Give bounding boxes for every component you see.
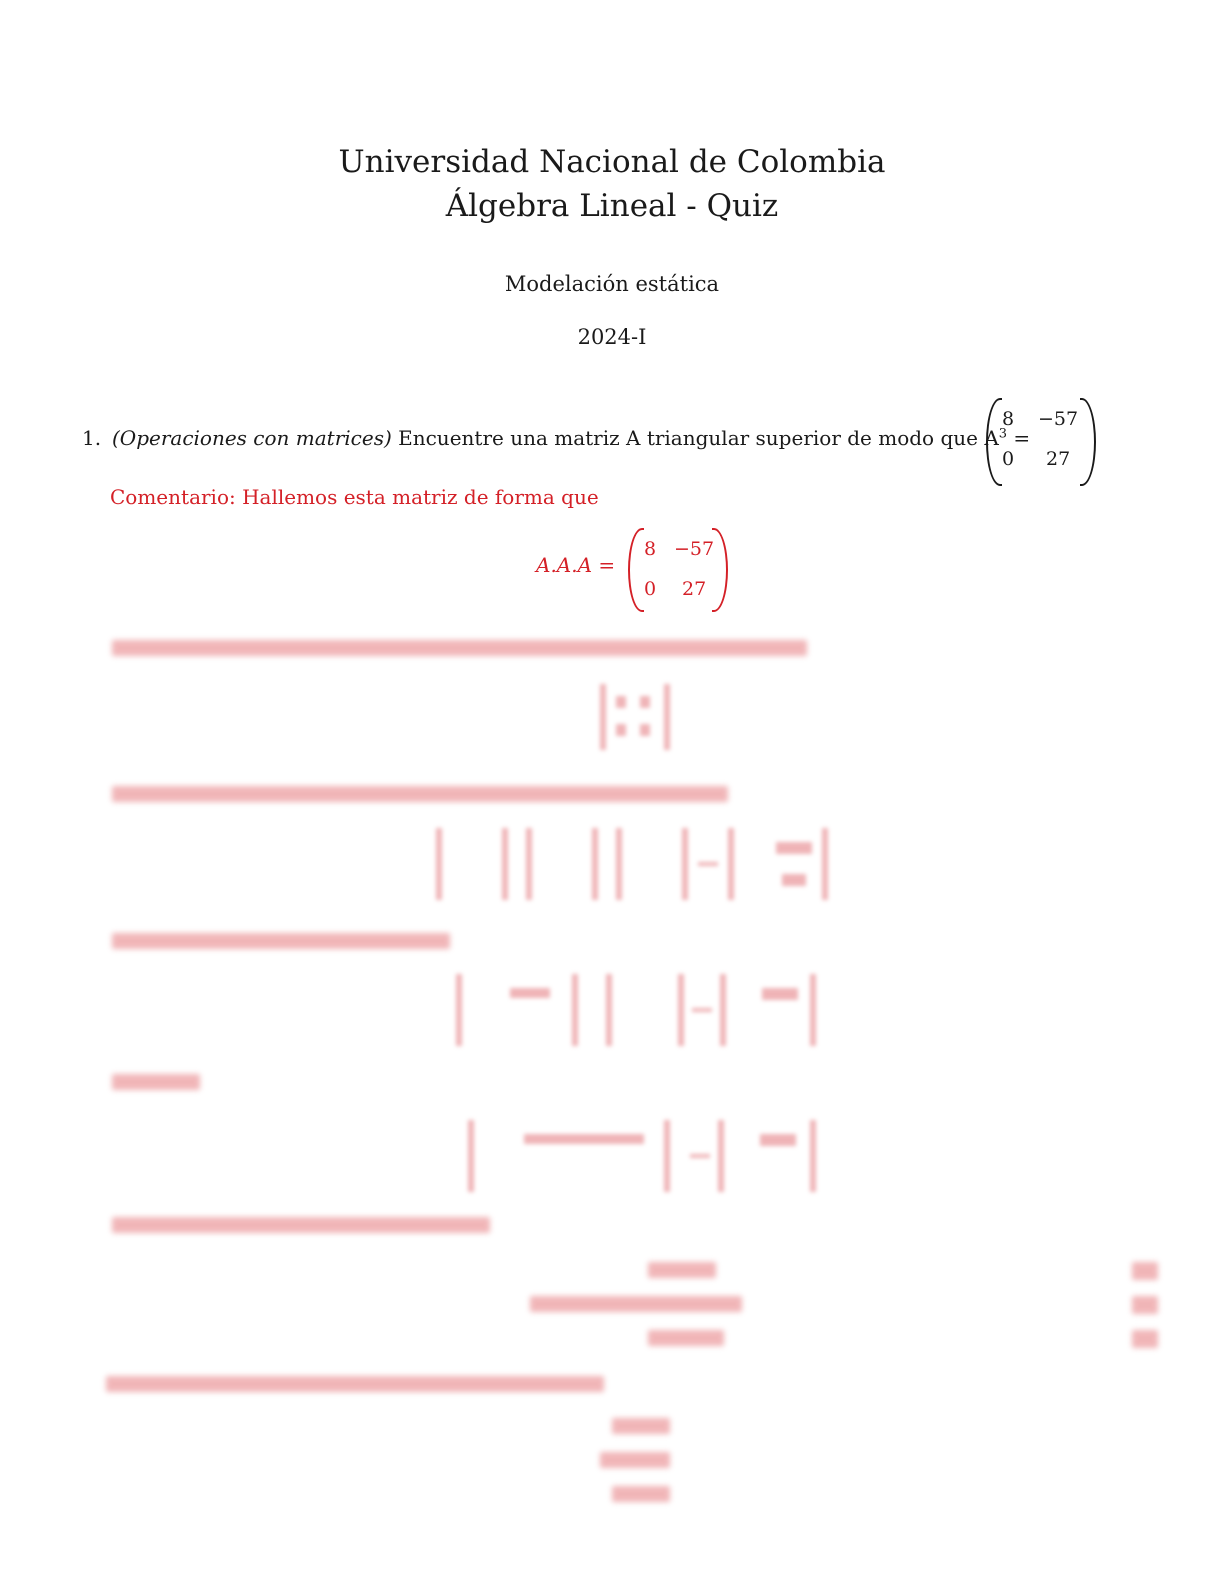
obscured-matrix-1	[600, 684, 670, 750]
matrix-a21: 0	[1002, 448, 1015, 470]
obscured-matrix-product-2	[456, 974, 816, 1046]
matrix-a11: 8	[644, 538, 657, 560]
comment-eq-label: A.A.A =	[536, 553, 616, 577]
problem-1	[82, 398, 1092, 482]
matrix-a22: 27	[682, 578, 707, 600]
subtitle: Modelación estática	[504, 272, 720, 296]
obscured-matrix-product-3	[468, 1120, 816, 1192]
obscured-solution-2	[600, 1452, 670, 1468]
problem-statement	[112, 426, 1030, 450]
right-paren	[712, 528, 728, 612]
comment-text: Comentario: Hallemos esta matriz de forma que	[110, 485, 599, 509]
obscured-solution-3	[612, 1486, 670, 1502]
problem-text: Encuentre una matriz A triangular superior de modo que A	[398, 426, 999, 450]
obscured-text-line-1	[112, 640, 807, 656]
problem-topic: (Operaciones con matrices)	[112, 426, 392, 450]
obscured-eq-number-1	[1132, 1262, 1158, 1280]
obscured-solution-1	[612, 1418, 670, 1434]
obscured-text-line-6	[106, 1376, 604, 1392]
matrix-a21: 0	[644, 578, 657, 600]
obscured-equation-1	[648, 1262, 716, 1278]
problem-exponent: 3	[998, 426, 1008, 442]
course-title: Álgebra Lineal - Quiz	[445, 188, 779, 224]
matrix-a11: 8	[1002, 408, 1015, 430]
obscured-matrix-product-1	[436, 828, 828, 900]
obscured-text-line-5	[112, 1217, 490, 1233]
equals-sign: =	[1013, 426, 1031, 450]
problem-matrix	[986, 398, 1096, 482]
obscured-text-line-4	[112, 1074, 200, 1090]
document-header	[0, 140, 1224, 228]
comment-matrix	[628, 528, 728, 608]
obscured-text-line-3	[112, 933, 450, 949]
university-title: Universidad Nacional de Colombia	[338, 144, 886, 180]
obscured-equation-2	[530, 1296, 742, 1312]
matrix-a12: −57	[1038, 408, 1079, 430]
right-paren	[1080, 398, 1096, 486]
obscured-eq-number-2	[1132, 1296, 1158, 1314]
obscured-text-line-2	[112, 786, 728, 802]
left-paren	[986, 398, 1002, 486]
matrix-a22: 27	[1046, 448, 1071, 470]
term-label: 2024-I	[577, 325, 647, 349]
problem-number: 1.	[82, 426, 102, 450]
obscured-eq-number-3	[1132, 1330, 1158, 1348]
matrix-a12: −57	[674, 538, 715, 560]
obscured-equation-3	[648, 1330, 724, 1346]
left-paren	[628, 528, 644, 612]
